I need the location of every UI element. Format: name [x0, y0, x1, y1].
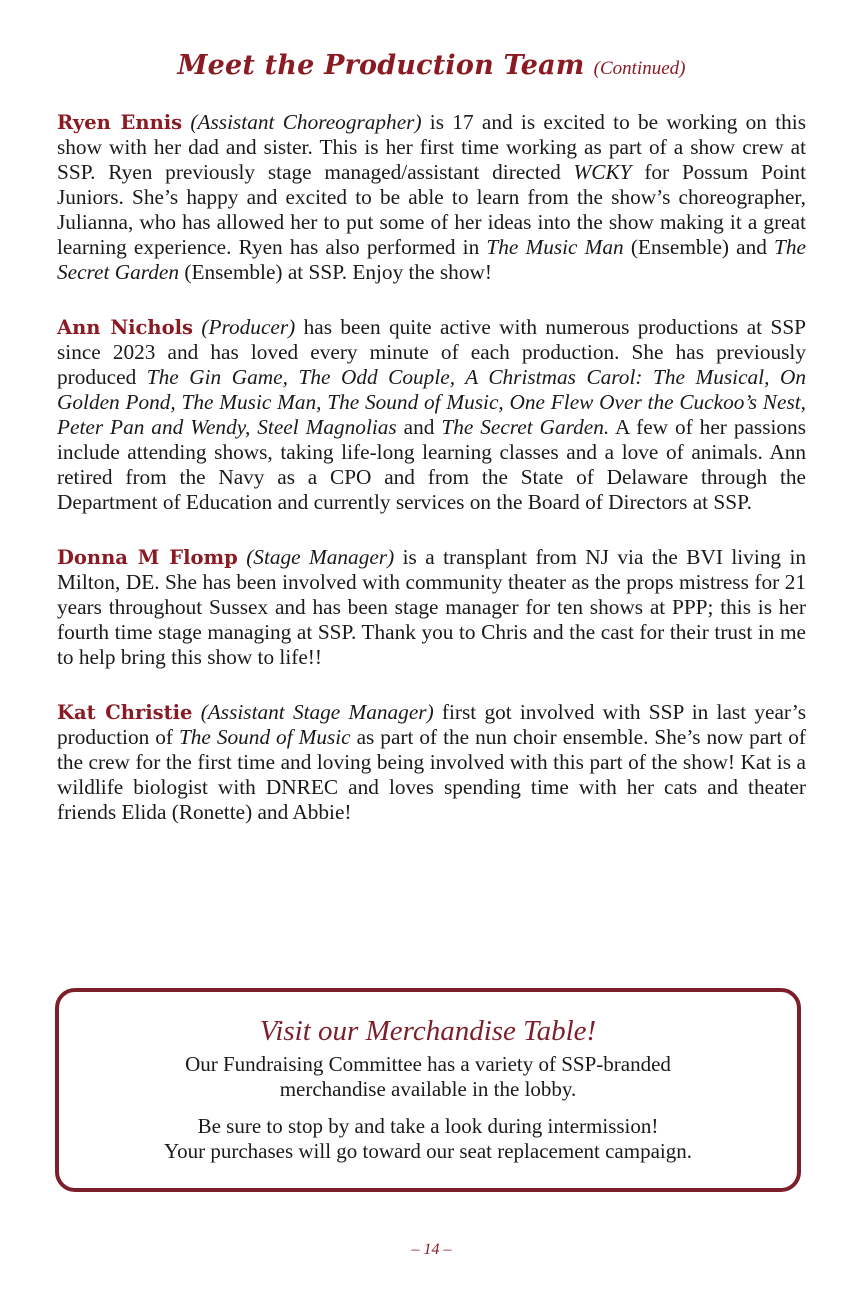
bio-name: Donna M Flomp	[57, 546, 238, 569]
bio-name: Ann Nichols	[57, 316, 194, 339]
bio-text-run: has been quite active with numerous productions at SSP since 2023 and has loved every minute of each production. She has previously produced	[57, 315, 807, 389]
merchandise-line: Be sure to stop by and take a look during intermission!	[197, 1114, 659, 1138]
page-title	[0, 50, 863, 81]
bio-text-run: for Possum Point Juniors. She’s happy and excited to be able to learn from the show’s choreographer, Julianna, who has allowed her to put some of her ideas into the show making it a great learning experience. Ryen has also performed in	[57, 160, 806, 259]
merchandise-text-1	[59, 1052, 797, 1102]
bio-text-run: and	[396, 415, 442, 439]
merchandise-title: Visit our Merchandise Table!	[259, 1015, 597, 1047]
bio-entry	[57, 700, 806, 825]
bio-role: (Stage Manager)	[246, 545, 395, 569]
page-number: – 14 –	[411, 1241, 452, 1258]
bio-text-run: as part of the nun choir ensemble. She’s now part of the crew for the first time and loving being involved with this part of the show! Kat is a wildlife biologist with DNREC and loves spending time with her cats and theater friends Elida (Ronette) and Abbie!	[57, 725, 806, 824]
bio-name: Kat Christie	[57, 701, 193, 724]
bio-name: Ryen Ennis	[57, 111, 183, 134]
bio-title-reference: The Sound of Music	[178, 725, 351, 749]
bio-text	[57, 315, 806, 514]
merchandise-line: Our Fundraising Committee has a variety of SSP-branded	[185, 1052, 671, 1076]
bio-role: (Assistant Choreographer)	[190, 110, 422, 134]
merchandise-callout-box	[55, 988, 801, 1192]
bio-title-reference: The Secret Garden.	[441, 415, 610, 439]
page-title-continued: (Continued)	[593, 58, 686, 79]
page-title-main: Meet the Production Team	[177, 50, 585, 81]
bio-entry	[57, 545, 806, 670]
merchandise-line: merchandise available in the lobby.	[279, 1077, 577, 1101]
bio-text-run: first got involved with SSP in last year’s production of	[57, 700, 806, 749]
bio-entry	[57, 110, 806, 285]
bio-text-run: A few of her passions include attending shows, taking life-long learning classes and a love of animals. Ann retired from the Navy as a CPO and from the State of Delaware through the Department of Education and currently services on the Board of Directors at SSP.	[57, 415, 806, 514]
bio-text-run: (Ensemble) and	[623, 235, 775, 259]
merchandise-line: Your purchases will go toward our seat replacement campaign.	[164, 1139, 692, 1163]
bio-text-run: is 17 and is excited to be working on this show with her dad and sister. This is her first time working as part of a show crew at SSP. Ryen previously stage managed/assistant directed	[57, 110, 807, 184]
bio-title-reference: The Music Man	[486, 235, 624, 259]
bio-text-run: is a transplant from NJ via the BVI living in Milton, DE. She has been involved with community theater as the props mistress for 21 years throughout Sussex and has been stage manager for ten shows at PPP; this is her fourth time stage managing at SSP. Thank you to Chris and the cast for their trust in me to help bring this show to life!!	[57, 545, 807, 669]
bio-title-reference: The Gin Game, The Odd Couple, A Christmas Carol: The Musical, On Golden Pond, The Music Man, The Sound of Music, One Flew Over the Cuckoo’s Nest, Peter Pan and Wendy, Steel Magnolias	[57, 365, 806, 439]
bio-list	[57, 110, 806, 855]
merchandise-text-2	[59, 1114, 797, 1164]
bio-entry	[57, 315, 806, 515]
bio-role: (Assistant Stage Manager)	[200, 700, 434, 724]
bio-text	[57, 110, 806, 284]
bio-title-reference: WCKY	[573, 160, 632, 184]
bio-title-reference: The Secret Garden	[57, 235, 806, 284]
bio-text-run: (Ensemble) at SSP. Enjoy the show!	[179, 260, 492, 284]
bio-role: (Producer)	[201, 315, 296, 339]
